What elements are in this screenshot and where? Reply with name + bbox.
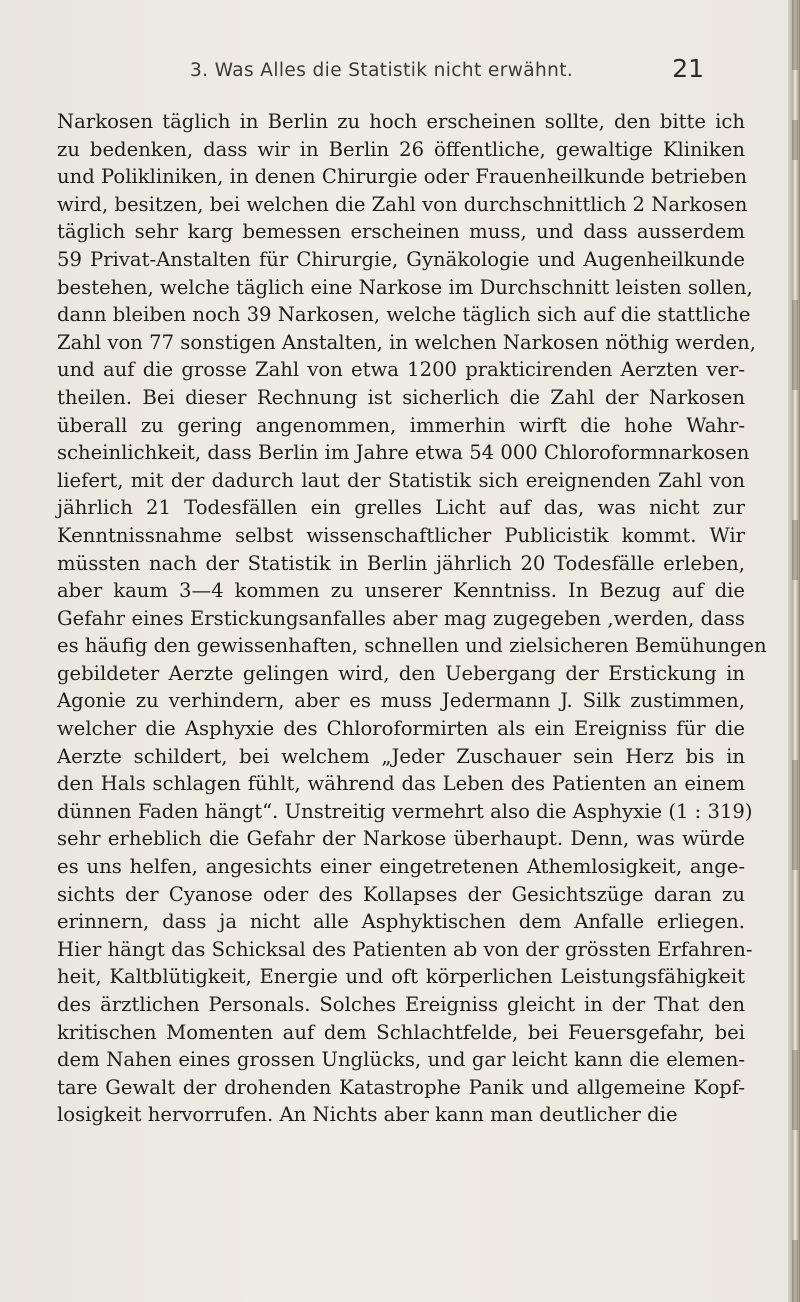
text-line: tare Gewalt der drohenden Katastrophe Panik und allgemeine Kopf- xyxy=(57,1075,745,1099)
text-line: des ärztlichen Personals. Solches Ereigniss gleicht in der That den xyxy=(57,993,745,1016)
text-line: dünnen Faden hängt“. Unstreitig vermehrt also die Asphyxie (1 : 319) xyxy=(57,799,753,823)
running-head xyxy=(60,54,730,88)
text-line: heit, Kaltblütigkeit, Energie und oft körperlichen Leistungsfähigkeit xyxy=(57,965,745,989)
text-line: Zahl von 77 sonstigen Anstalten, in welchen Narkosen nöthig werden, xyxy=(57,330,756,354)
text-line: den Hals schlagen fühlt, während das Leben des Patienten an einem xyxy=(57,772,745,796)
text-line: Narkosen täglich in Berlin zu hoch erscheinen sollte, den bitte ich xyxy=(57,110,745,133)
body-text xyxy=(57,108,767,1129)
text-line: zu bedenken, dass wir in Berlin 26 öffentliche, gewaltige Kliniken xyxy=(57,137,745,161)
text-line: losigkeit hervorrufen. An Nichts aber kann man deutlicher die xyxy=(57,1103,678,1127)
text-line: jährlich 21 Todesfällen ein grelles Licht auf das, was nicht zur xyxy=(57,496,745,520)
text-line: erinnern, dass ja nicht alle Asphyktischen dem Anfalle erliegen. xyxy=(57,910,745,934)
spine-shadow xyxy=(792,760,798,870)
text-line: es häufig den gewissenhaften, schnellen und zielsicheren Bemühungen xyxy=(57,634,767,658)
text-line: es uns helfen, angesichts einer eingetretenen Athemlosigkeit, ange- xyxy=(57,855,745,879)
text-line: Aerzte schildert, bei welchem „Jeder Zuschauer sein Herz bis in xyxy=(57,744,745,768)
text-line: und Polikliniken, in denen Chirurgie oder Frauenheilkunde betrieben xyxy=(57,165,747,189)
text-line: liefert, mit der dadurch laut der Statistik sich ereignenden Zahl von xyxy=(57,468,745,492)
chapter-heading: 3. Was Alles die Statistik nicht erwähnt. xyxy=(190,60,574,81)
text-line: Agonie zu verhindern, aber es muss Jedermann J. Silk zustimmen, xyxy=(57,689,745,713)
text-line: Kenntnissnahme selbst wissenschaftlicher Publicistik kommt. Wir xyxy=(57,523,745,547)
text-line: welcher die Asphyxie des Chloroformirten als ein Ereigniss für die xyxy=(57,717,745,741)
text-line: wird, besitzen, bei welchen die Zahl von durchschnittlich 2 Narkosen xyxy=(57,192,748,216)
text-line: sichts der Cyanose oder des Kollapses der Gesichtszüge daran zu xyxy=(57,882,745,906)
book-spine-edge xyxy=(788,0,800,1302)
text-line: theilen. Bei dieser Rechnung ist sicherlich die Zahl der Narkosen xyxy=(57,385,745,409)
text-line: kritischen Momenten auf dem Schlachtfelde, bei Feuersgefahr, bei xyxy=(57,1020,745,1044)
text-line: dem Nahen eines grossen Unglücks, und gar leicht kann die elemen- xyxy=(57,1048,745,1072)
text-line: täglich sehr karg bemessen erscheinen muss, und dass ausserdem xyxy=(57,220,745,244)
text-line: bestehen, welche täglich eine Narkose im Durchschnitt leisten sollen, xyxy=(57,275,753,299)
spine-shadow xyxy=(792,300,798,390)
text-line: aber kaum 3—4 kommen zu unserer Kenntniss. In Bezug auf die xyxy=(57,579,745,603)
text-line: Hier hängt das Schicksal des Patienten ab von der grössten Erfahren- xyxy=(57,937,753,961)
spine-shadow xyxy=(792,120,798,160)
text-line: gebildeter Aerzte gelingen wird, den Uebergang der Erstickung in xyxy=(57,661,745,685)
text-line: überall zu gering angenommen, immerhin wirft die hohe Wahr- xyxy=(57,413,745,437)
text-line: scheinlichkeit, dass Berlin im Jahre etwa 54 000 Chloroformnarkosen xyxy=(57,441,750,465)
spine-shadow xyxy=(792,1240,798,1302)
text-line: Gefahr eines Erstickungsanfalles aber mag zugegeben ,werden, dass xyxy=(57,606,745,630)
text-line: und auf die grosse Zahl von etwa 1200 prakticirenden Aerzten ver- xyxy=(57,358,745,382)
spine-shadow xyxy=(792,520,798,580)
text-line: sehr erheblich die Gefahr der Narkose überhaupt. Denn, was würde xyxy=(57,827,745,851)
text-line: müssten nach der Statistik in Berlin jährlich 20 Todesfälle erleben, xyxy=(57,551,745,575)
page-number: 21 xyxy=(672,54,704,83)
text-line: dann bleiben noch 39 Narkosen, welche täglich sich auf die stattliche xyxy=(57,303,751,327)
spine-shadow xyxy=(792,1050,798,1130)
spine-shadow xyxy=(792,0,798,70)
text-line: 59 Privat-Anstalten für Chirurgie, Gynäkologie und Augenheilkunde xyxy=(57,247,745,271)
